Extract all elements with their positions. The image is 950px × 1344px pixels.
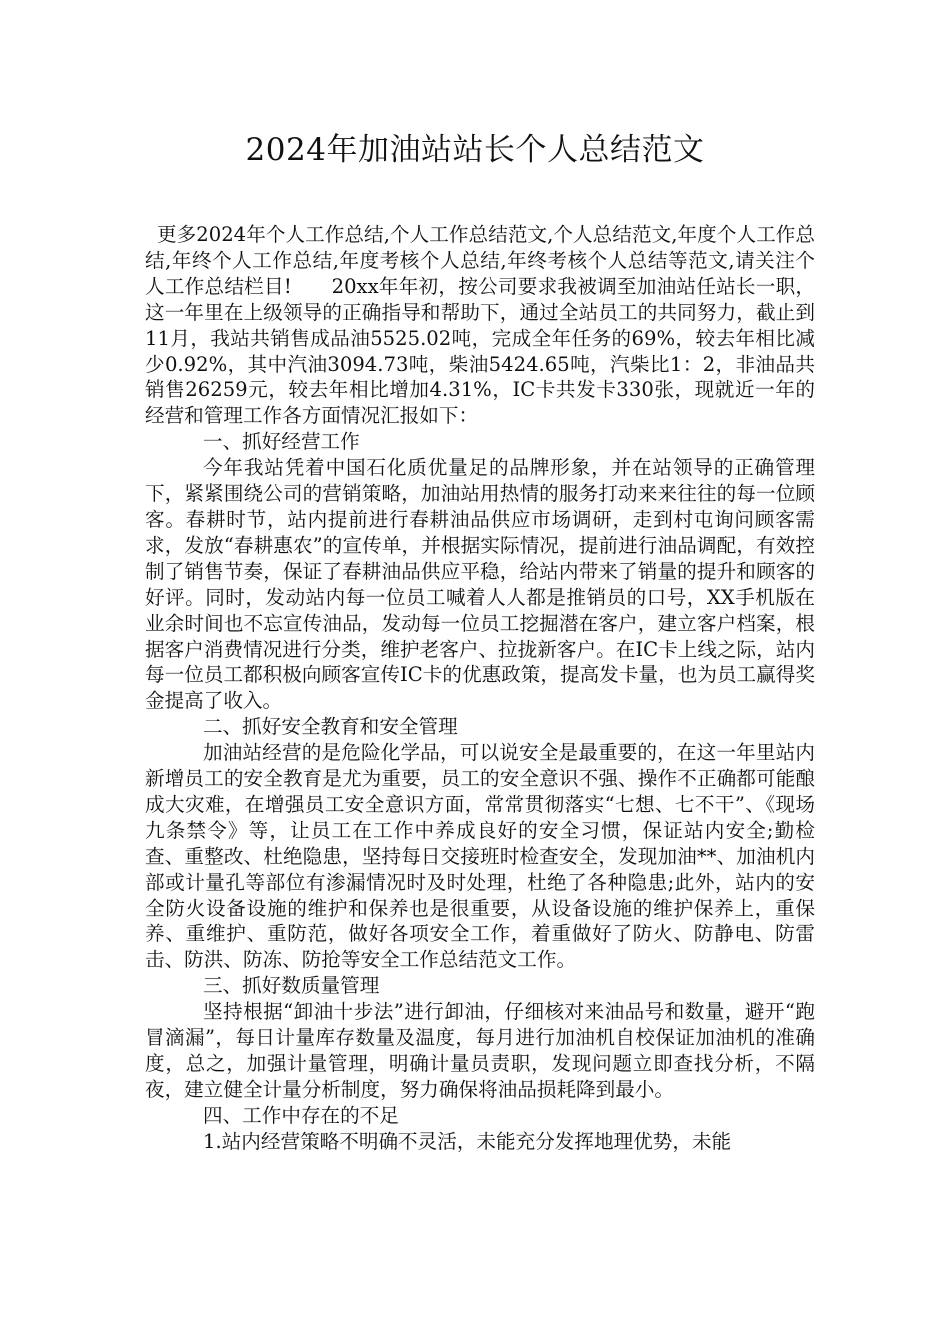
document-title: 2024年加油站站长个人总结范文: [245, 132, 705, 168]
section-heading-business: 一、抓好经营工作: [203, 430, 360, 454]
section-heading-shortcomings: 四、工作中存在的不足: [203, 1103, 399, 1127]
section-paragraph-safety: 加油站经营的是危险化学品，可以说安全是最重要的，在这一年里站内新增员工的安全教育是尤为重要，员工的安全意识不强、操作不正确都可能酿成大灾难，在增强员工安全意识方面，常常贯彻落实“七想、七不干”、《现场九条禁令》等，让员工在工作中养成良好的安全习惯，保证站内安全;勤检查、重整改、杜绝隐患，坚持每日交接班时检查安全，发现加油**、加油机内部或计量孔等部位有渗漏情况时及时处理，杜绝了各种隐患;此外，站内的安全防火设备设施的维护和保养也是很重要，从设备设施的维护保养上，重保养、重维护、重防范，做好各项安全工作，着重做好了防火、防静电、防雷击、防洪、防冻、防抢等安全工作总结范文工作。: [145, 741, 815, 972]
section-heading-safety: 二、抓好安全教育和安全管理: [203, 715, 458, 739]
document-body: [145, 222, 815, 1155]
section-paragraph-shortcomings: 1.站内经营策略不明确不灵活，未能充分发挥地理优势，未能: [203, 1129, 732, 1153]
section-paragraph-quantity-quality: 坚持根据“卸油十步法”进行卸油，仔细核对来油品号和数量，避开“跑冒滴漏”，每日计量库存数量及温度，每月进行加油机自校保证加油机的准确度，总之，加强计量管理，明确计量员责职，发现问题立即查找分析，不隔夜，建立健全计量分析制度，努力确保将油品损耗降到最小。: [145, 1000, 815, 1101]
section-heading-quantity-quality: 三、抓好数质量管理: [203, 974, 380, 998]
section-paragraph-business: 今年我站凭着中国石化质优量足的品牌形象，并在站领导的正确管理下，紧紧围绕公司的营销策略，加油站用热情的服务打动来来往往的每一位顾客。春耕时节，站内提前进行春耕油品供应市场调研，走到村屯询问顾客需求，发放“春耕惠农”的宣传单，并根据实际情况，提前进行油品调配，有效控制了销售节奏，保证了春耕油品供应平稳，给站内带来了销量的提升和顾客的好评。同时，发动站内每一位员工喊着人人都是推销员的口号，XX手机版在业余时间也不忘宣传油品，发动每一位员工挖掘潜在客户，建立客户档案，根据客户消费情况进行分类，维护老客户、拉拢新客户。在IC卡上线之际，站内每一位员工都积极向顾客宣传IC卡的优惠政策，提高发卡量，也为员工赢得奖金提高了收入。: [145, 456, 815, 713]
intro-paragraph: 更多2024年个人工作总结,个人工作总结范文,个人总结范文,年度个人工作总结,年终个人工作总结,年度考核个人总结,年终考核个人总结等范文,请关注个人工作总结栏目! 20xx年年初，按公司要求我被调至加油站任站长一职，这一年里在上级领导的正确指导和帮助下，通过全站员工的共同努力，截止到11月，我站共销售成品油5525.02吨，完成全年任务的69%，较去年相比减少0.92%，其中汽油3094.73吨，柴油5424.65吨，汽柴比1：2，非油品共销售26259元，较去年相比增加4.31%，IC卡共发卡330张，现就近一年的经营和管理工作各方面情况汇报如下：: [145, 223, 815, 428]
